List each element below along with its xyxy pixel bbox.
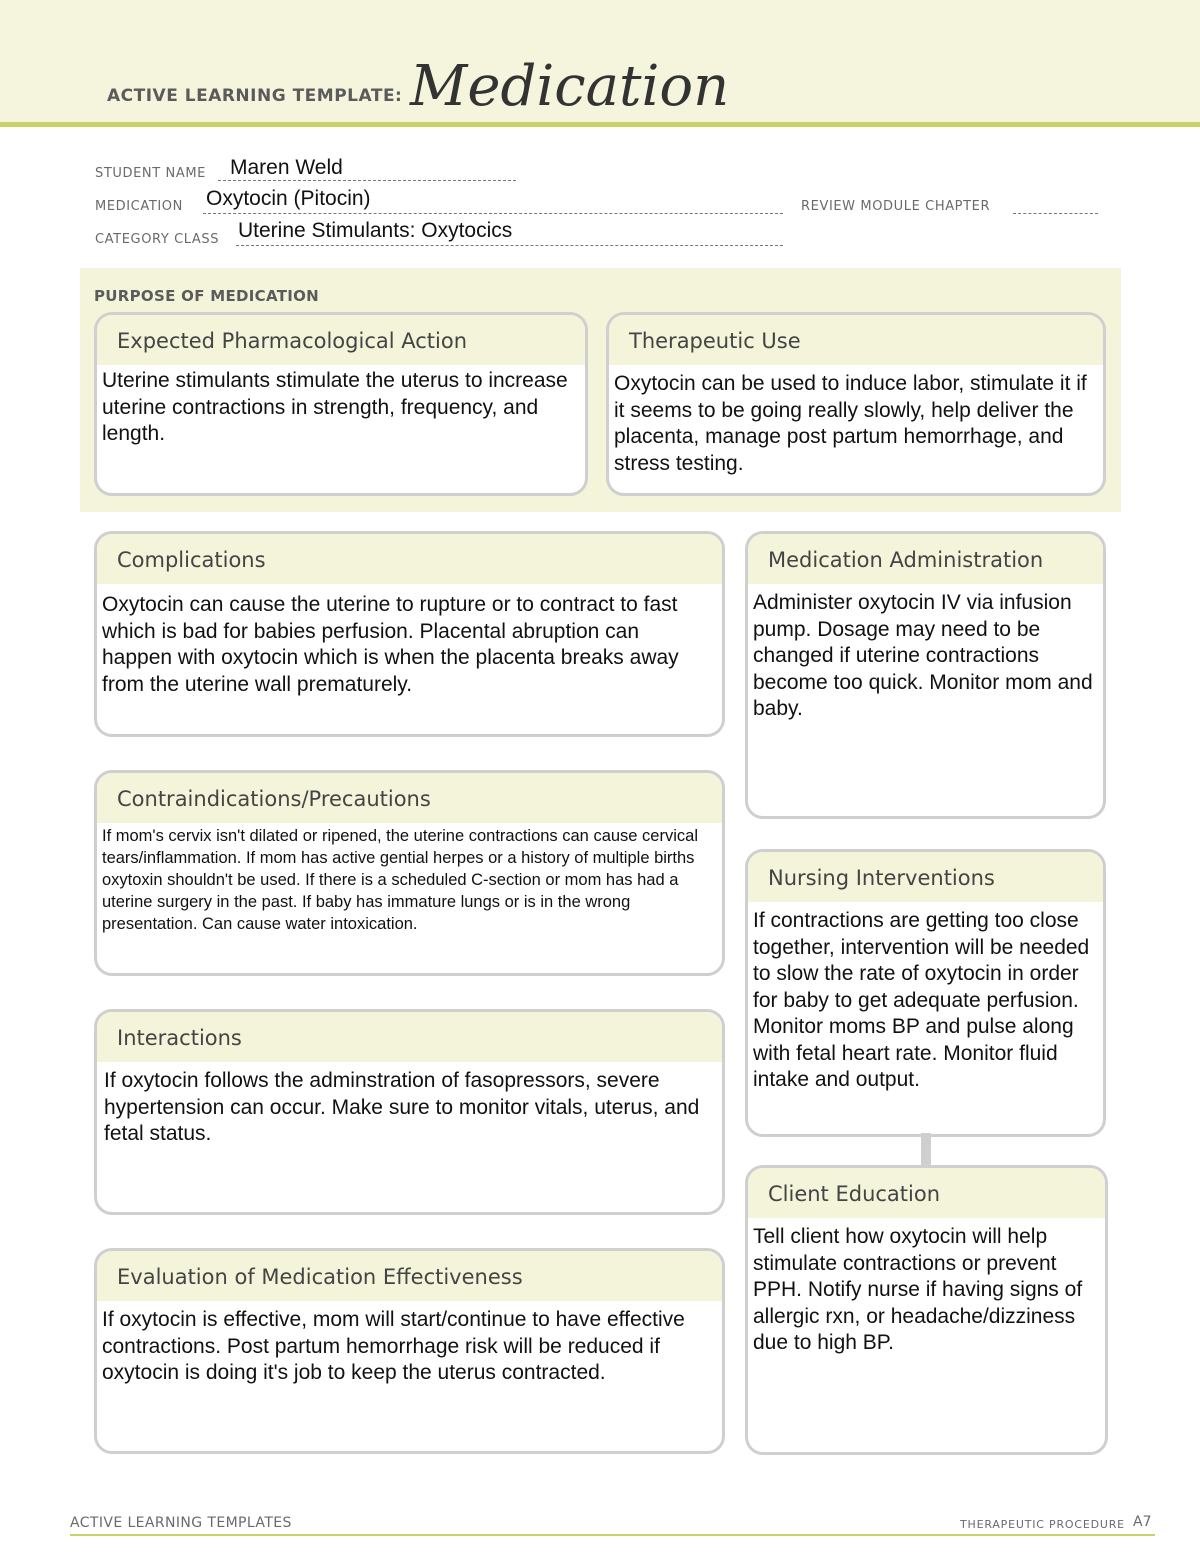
- category-class-label: CATEGORY CLASS: [95, 232, 220, 247]
- contraindications-text[interactable]: If mom's cervix isn't dilated or ripened, the uterine contractions can cause cervical tears/inflammation. If mom has active gential herpes or a history of multiple births oxytoxin shouldn't be used. If there is a scheduled C-section or mom has had a uterine surgery in the past. If baby has immature lungs or is in the wrong presentation. Can cause water intoxication.: [102, 827, 698, 933]
- footer-right: THERAPEUTIC PROCEDURE: [960, 1518, 1125, 1531]
- review-module-label: REVIEW MODULE CHAPTER: [801, 199, 991, 214]
- administration-title: Medication Administration: [748, 534, 1103, 584]
- footer-rule: [70, 1534, 1155, 1536]
- complications-title: Complications: [97, 534, 722, 584]
- column-connector: [921, 1133, 931, 1167]
- medication-field[interactable]: Oxytocin (Pitocin): [206, 187, 371, 210]
- client-education-title: Client Education: [748, 1168, 1105, 1218]
- header-rule: [0, 122, 1200, 127]
- client-education-box: [745, 1165, 1108, 1455]
- evaluation-title: Evaluation of Medication Effectiveness: [97, 1251, 722, 1301]
- complications-box: [94, 531, 725, 737]
- category-class-line: [236, 245, 783, 246]
- evaluation-text[interactable]: If oxytocin is effective, mom will start/continue to have effective contractions. Post partum hemorrhage risk will be reduced if oxytocin is doing it's job to keep the uterus contracted.: [102, 1308, 685, 1384]
- purpose-label: PURPOSE OF MEDICATION: [94, 287, 320, 305]
- therapeutic-use-box: [606, 312, 1106, 496]
- page-title: Medication: [410, 54, 730, 119]
- expected-action-text[interactable]: Uterine stimulants stimulate the uterus to increase uterine contractions in strength, frequency, and length.: [102, 369, 568, 445]
- evaluation-box: [94, 1248, 725, 1454]
- client-education-text[interactable]: Tell client how oxytocin will help stimulate contractions or prevent PPH. Notify nurse if having signs of allergic rxn, or headache/dizziness due to high BP.: [753, 1225, 1083, 1354]
- nursing-interventions-title: Nursing Interventions: [748, 852, 1103, 902]
- interactions-text[interactable]: If oxytocin follows the adminstration of fasopressors, severe hypertension can occur. Make sure to monitor vitals, uterus, and fetal status.: [104, 1069, 700, 1145]
- therapeutic-use-text[interactable]: Oxytocin can be used to induce labor, stimulate it if it seems to be going really slowly, help deliver the placenta, manage post partum hemorrhage, and stress testing.: [614, 372, 1087, 475]
- medication-label: MEDICATION: [95, 199, 183, 214]
- nursing-interventions-box: [745, 849, 1106, 1137]
- student-name-label: STUDENT NAME: [95, 166, 206, 181]
- contraindications-box: [94, 770, 725, 976]
- complications-text[interactable]: Oxytocin can cause the uterine to rupture or to contract to fast which is bad for babies perfusion. Placental abruption can happen with oxytocin which is when the placenta breaks away from the uterine wall prematurely.: [102, 593, 679, 696]
- category-class-field[interactable]: Uterine Stimulants: Oxytocics: [238, 219, 513, 242]
- expected-action-box: [94, 312, 588, 496]
- expected-action-title: Expected Pharmacological Action: [97, 315, 585, 365]
- administration-text[interactable]: Administer oxytocin IV via infusion pump. Dosage may need to be changed if uterine contractions become too quick. Monitor mom and baby.: [753, 591, 1093, 720]
- student-name-line: [218, 180, 516, 181]
- footer-page-number: A7: [1133, 1514, 1152, 1530]
- administration-box: [745, 531, 1106, 819]
- interactions-title: Interactions: [97, 1012, 722, 1062]
- student-name-field[interactable]: Maren Weld: [230, 156, 343, 179]
- interactions-box: [94, 1009, 725, 1215]
- footer-left: ACTIVE LEARNING TEMPLATES: [70, 1515, 292, 1531]
- medication-line: [203, 213, 783, 214]
- contraindications-title: Contraindications/Precautions: [97, 773, 722, 823]
- nursing-interventions-text[interactable]: If contractions are getting too close together, intervention will be needed to slow the rate of oxytocin in order for baby to get adequate perfusion. Monitor moms BP and pulse along with fetal heart rate. Monitor fluid intake and output.: [753, 909, 1090, 1091]
- therapeutic-use-title: Therapeutic Use: [609, 315, 1103, 365]
- review-module-field[interactable]: [1013, 213, 1098, 214]
- header-label: ACTIVE LEARNING TEMPLATE:: [107, 86, 403, 106]
